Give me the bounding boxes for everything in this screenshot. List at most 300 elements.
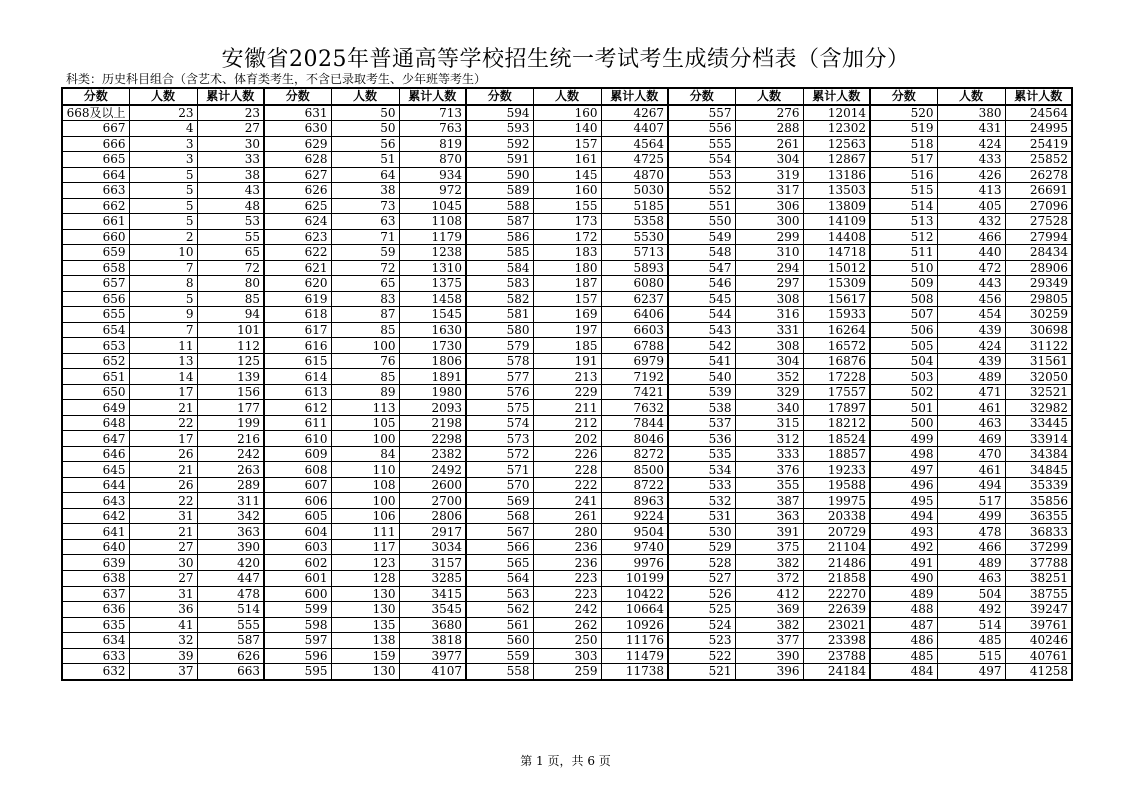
cell-score: 510 [870,260,937,276]
cell-score: 640 [62,539,129,555]
cell-count: 197 [533,322,601,338]
cell-score: 575 [466,400,533,416]
cell-score: 624 [264,214,331,230]
cell-cumulative: 2492 [399,462,466,478]
cell-score: 594 [466,105,533,121]
cell-count: 21 [129,462,197,478]
cell-cumulative: 3034 [399,539,466,555]
cell-count: 157 [533,291,601,307]
cell-score: 660 [62,229,129,245]
cell-score: 538 [668,400,735,416]
cell-count: 369 [735,602,803,618]
table-row [62,167,1072,183]
cell-score: 668及以上 [62,105,129,121]
cell-cumulative: 53 [197,214,264,230]
cell-cumulative: 7192 [601,369,668,385]
cell-cumulative: 12563 [803,136,870,152]
cell-count: 405 [937,198,1005,214]
cell-cumulative: 5185 [601,198,668,214]
cell-count: 363 [735,508,803,524]
cell-count: 372 [735,570,803,586]
cell-score: 519 [870,121,937,137]
table-row [62,617,1072,633]
cell-cumulative: 30698 [1005,322,1072,338]
cell-cumulative: 24995 [1005,121,1072,137]
cell-cumulative: 514 [197,602,264,618]
cell-cumulative: 11176 [601,633,668,649]
cell-score: 545 [668,291,735,307]
cell-score: 663 [62,183,129,199]
cell-score: 611 [264,415,331,431]
cell-score: 533 [668,477,735,493]
cell-count: 106 [331,508,399,524]
cell-score: 504 [870,353,937,369]
cell-cumulative: 31561 [1005,353,1072,369]
cell-cumulative: 40761 [1005,648,1072,664]
cell-cumulative: 1179 [399,229,466,245]
cell-cumulative: 80 [197,276,264,292]
cell-count: 288 [735,121,803,137]
cell-count: 304 [735,353,803,369]
cell-score: 562 [466,602,533,618]
cell-count: 310 [735,245,803,261]
cell-cumulative: 19233 [803,462,870,478]
cell-count: 443 [937,276,1005,292]
cell-score: 579 [466,338,533,354]
cell-score: 648 [62,415,129,431]
cell-count: 280 [533,524,601,540]
cell-score: 502 [870,384,937,400]
cell-score: 603 [264,539,331,555]
cell-cumulative: 17557 [803,384,870,400]
cell-cumulative: 8963 [601,493,668,509]
cell-count: 155 [533,198,601,214]
cell-count: 39 [129,648,197,664]
cell-cumulative: 1045 [399,198,466,214]
cell-count: 424 [937,338,1005,354]
cell-count: 470 [937,446,1005,462]
cell-count: 317 [735,183,803,199]
cell-score: 659 [62,245,129,261]
cell-cumulative: 8272 [601,446,668,462]
cell-score: 513 [870,214,937,230]
cell-score: 612 [264,400,331,416]
cell-score: 501 [870,400,937,416]
cell-count: 306 [735,198,803,214]
cell-score: 574 [466,415,533,431]
cell-count: 41 [129,617,197,633]
cell-count: 65 [331,276,399,292]
cell-cumulative: 2700 [399,493,466,509]
cell-count: 202 [533,431,601,447]
cell-count: 38 [331,183,399,199]
cell-cumulative: 10422 [601,586,668,602]
table-row [62,462,1072,478]
cell-count: 130 [331,664,399,680]
cell-cumulative: 25419 [1005,136,1072,152]
cell-score: 589 [466,183,533,199]
cell-count: 259 [533,664,601,680]
cell-count: 223 [533,570,601,586]
cell-count: 213 [533,369,601,385]
cell-score: 598 [264,617,331,633]
cell-score: 655 [62,307,129,323]
cell-cumulative: 555 [197,617,264,633]
cell-score: 656 [62,291,129,307]
cell-score: 582 [466,291,533,307]
cell-cumulative: 2093 [399,400,466,416]
cell-cumulative: 713 [399,105,466,121]
cell-score: 620 [264,276,331,292]
cell-score: 505 [870,338,937,354]
cell-score: 487 [870,617,937,633]
cell-score: 567 [466,524,533,540]
cell-score: 556 [668,121,735,137]
cell-cumulative: 242 [197,446,264,462]
cell-count: 226 [533,446,601,462]
cell-score: 585 [466,245,533,261]
cell-count: 51 [331,152,399,168]
cell-count: 396 [735,664,803,680]
cell-score: 647 [62,431,129,447]
cell-cumulative: 6788 [601,338,668,354]
cell-score: 514 [870,198,937,214]
cell-count: 494 [937,477,1005,493]
cell-score: 530 [668,524,735,540]
cell-cumulative: 12302 [803,121,870,137]
cell-score: 486 [870,633,937,649]
cell-score: 497 [870,462,937,478]
cell-cumulative: 1375 [399,276,466,292]
cell-cumulative: 1980 [399,384,466,400]
cell-count: 11 [129,338,197,354]
table-row [62,353,1072,369]
cell-cumulative: 16876 [803,353,870,369]
cell-score: 606 [264,493,331,509]
cell-count: 504 [937,586,1005,602]
cell-score: 584 [466,260,533,276]
cell-cumulative: 9224 [601,508,668,524]
cell-cumulative: 18524 [803,431,870,447]
cell-cumulative: 15617 [803,291,870,307]
table-row [62,570,1072,586]
cell-cumulative: 8722 [601,477,668,493]
cell-score: 526 [668,586,735,602]
cell-count: 454 [937,307,1005,323]
cell-cumulative: 55 [197,229,264,245]
cell-cumulative: 11479 [601,648,668,664]
table-row [62,539,1072,555]
cell-score: 536 [668,431,735,447]
table-row [62,648,1072,664]
cell-count: 316 [735,307,803,323]
cell-score: 581 [466,307,533,323]
cell-score: 535 [668,446,735,462]
cell-count: 27 [129,539,197,555]
cell-count: 169 [533,307,601,323]
cell-score: 516 [870,167,937,183]
cell-cumulative: 27994 [1005,229,1072,245]
cell-score: 607 [264,477,331,493]
cell-count: 297 [735,276,803,292]
cell-cumulative: 3680 [399,617,466,633]
cell-cumulative: 9740 [601,539,668,555]
cell-count: 485 [937,633,1005,649]
cell-count: 228 [533,462,601,478]
table-row [62,431,1072,447]
cell-count: 497 [937,664,1005,680]
table-row [62,508,1072,524]
cell-cumulative: 24184 [803,664,870,680]
cell-score: 666 [62,136,129,152]
cell-cumulative: 15309 [803,276,870,292]
cell-cumulative: 390 [197,539,264,555]
cell-count: 377 [735,633,803,649]
cell-score: 576 [466,384,533,400]
cell-count: 315 [735,415,803,431]
cell-score: 632 [62,664,129,680]
cell-score: 500 [870,415,937,431]
cell-count: 4 [129,121,197,137]
column-header-score: 分数 [62,88,129,105]
cell-count: 31 [129,586,197,602]
cell-count: 375 [735,539,803,555]
cell-count: 22 [129,493,197,509]
cell-score: 608 [264,462,331,478]
cell-score: 613 [264,384,331,400]
cell-score: 618 [264,307,331,323]
cell-score: 495 [870,493,937,509]
cell-score: 511 [870,245,937,261]
cell-count: 424 [937,136,1005,152]
cell-cumulative: 13809 [803,198,870,214]
cell-cumulative: 21486 [803,555,870,571]
cell-cumulative: 5893 [601,260,668,276]
cell-score: 604 [264,524,331,540]
cell-cumulative: 32982 [1005,400,1072,416]
cell-cumulative: 37788 [1005,555,1072,571]
table-row [62,602,1072,618]
cell-cumulative: 27096 [1005,198,1072,214]
cell-cumulative: 9504 [601,524,668,540]
cell-cumulative: 21858 [803,570,870,586]
cell-count: 83 [331,291,399,307]
cell-cumulative: 37299 [1005,539,1072,555]
cell-count: 187 [533,276,601,292]
cell-score: 602 [264,555,331,571]
table-row [62,524,1072,540]
table-row [62,322,1072,338]
cell-cumulative: 36355 [1005,508,1072,524]
table-row [62,400,1072,416]
cell-cumulative: 17897 [803,400,870,416]
cell-count: 3 [129,152,197,168]
cell-score: 541 [668,353,735,369]
cell-score: 610 [264,431,331,447]
cell-cumulative: 35339 [1005,477,1072,493]
cell-count: 440 [937,245,1005,261]
cell-cumulative: 819 [399,136,466,152]
cell-cumulative: 12867 [803,152,870,168]
cell-cumulative: 870 [399,152,466,168]
cell-count: 14 [129,369,197,385]
cell-count: 140 [533,121,601,137]
cell-score: 587 [466,214,533,230]
cell-count: 27 [129,570,197,586]
cell-count: 355 [735,477,803,493]
table-row [62,291,1072,307]
cell-score: 627 [264,167,331,183]
cell-cumulative: 1806 [399,353,466,369]
cell-count: 236 [533,539,601,555]
cell-count: 72 [331,260,399,276]
cell-cumulative: 1458 [399,291,466,307]
cell-count: 100 [331,493,399,509]
cell-cumulative: 10926 [601,617,668,633]
cell-count: 250 [533,633,601,649]
table-row [62,664,1072,680]
column-header-count: 人数 [129,88,197,105]
cell-cumulative: 4564 [601,136,668,152]
cell-count: 456 [937,291,1005,307]
cell-count: 439 [937,322,1005,338]
cell-cumulative: 626 [197,648,264,664]
cell-cumulative: 420 [197,555,264,571]
cell-count: 100 [331,338,399,354]
cell-count: 180 [533,260,601,276]
cell-count: 145 [533,167,601,183]
table-row [62,307,1072,323]
cell-score: 509 [870,276,937,292]
cell-cumulative: 139 [197,369,264,385]
cell-score: 489 [870,586,937,602]
cell-count: 21 [129,400,197,416]
cell-count: 391 [735,524,803,540]
cell-count: 236 [533,555,601,571]
cell-cumulative: 32521 [1005,384,1072,400]
cell-score: 597 [264,633,331,649]
cell-score: 485 [870,648,937,664]
cell-score: 644 [62,477,129,493]
cell-count: 211 [533,400,601,416]
cell-cumulative: 1545 [399,307,466,323]
cell-count: 426 [937,167,1005,183]
cell-score: 491 [870,555,937,571]
cell-cumulative: 4407 [601,121,668,137]
cell-score: 523 [668,633,735,649]
cell-score: 596 [264,648,331,664]
cell-cumulative: 125 [197,353,264,369]
cell-count: 26 [129,477,197,493]
cell-score: 572 [466,446,533,462]
cell-count: 329 [735,384,803,400]
cell-cumulative: 33445 [1005,415,1072,431]
cell-cumulative: 4870 [601,167,668,183]
table-row [62,633,1072,649]
cell-score: 527 [668,570,735,586]
cell-score: 646 [62,446,129,462]
cell-cumulative: 22639 [803,602,870,618]
cell-score: 636 [62,602,129,618]
cell-cumulative: 311 [197,493,264,509]
column-header-cumulative: 累计人数 [803,88,870,105]
cell-cumulative: 36833 [1005,524,1072,540]
cell-count: 262 [533,617,601,633]
cell-score: 499 [870,431,937,447]
cell-count: 160 [533,183,601,199]
cell-score: 592 [466,136,533,152]
cell-count: 304 [735,152,803,168]
cell-score: 616 [264,338,331,354]
cell-count: 23 [129,105,197,121]
cell-score: 551 [668,198,735,214]
cell-cumulative: 3415 [399,586,466,602]
cell-count: 478 [937,524,1005,540]
cell-count: 222 [533,477,601,493]
cell-cumulative: 35856 [1005,493,1072,509]
cell-cumulative: 4107 [399,664,466,680]
cell-score: 563 [466,586,533,602]
cell-score: 614 [264,369,331,385]
cell-count: 159 [331,648,399,664]
cell-cumulative: 85 [197,291,264,307]
cell-score: 547 [668,260,735,276]
cell-count: 7 [129,322,197,338]
cell-score: 496 [870,477,937,493]
cell-count: 111 [331,524,399,540]
cell-count: 50 [331,121,399,137]
cell-score: 635 [62,617,129,633]
cell-score: 599 [264,602,331,618]
cell-score: 577 [466,369,533,385]
table-row [62,477,1072,493]
cell-cumulative: 12014 [803,105,870,121]
cell-cumulative: 14109 [803,214,870,230]
cell-cumulative: 478 [197,586,264,602]
table-row [62,152,1072,168]
cell-cumulative: 26691 [1005,183,1072,199]
cell-score: 539 [668,384,735,400]
column-header-count: 人数 [937,88,1005,105]
cell-score: 630 [264,121,331,137]
cell-score: 488 [870,602,937,618]
cell-score: 561 [466,617,533,633]
cell-cumulative: 30 [197,136,264,152]
cell-cumulative: 5030 [601,183,668,199]
cell-cumulative: 199 [197,415,264,431]
cell-score: 490 [870,570,937,586]
cell-score: 560 [466,633,533,649]
cell-count: 333 [735,446,803,462]
cell-count: 212 [533,415,601,431]
table-row [62,586,1072,602]
cell-count: 261 [735,136,803,152]
cell-count: 130 [331,602,399,618]
cell-score: 651 [62,369,129,385]
cell-score: 518 [870,136,937,152]
cell-cumulative: 3545 [399,602,466,618]
cell-score: 590 [466,167,533,183]
cell-score: 534 [668,462,735,478]
cell-cumulative: 363 [197,524,264,540]
cell-cumulative: 7844 [601,415,668,431]
cell-cumulative: 39247 [1005,602,1072,618]
table-row [62,198,1072,214]
cell-score: 605 [264,508,331,524]
cell-count: 5 [129,198,197,214]
cell-score: 588 [466,198,533,214]
cell-count: 130 [331,586,399,602]
